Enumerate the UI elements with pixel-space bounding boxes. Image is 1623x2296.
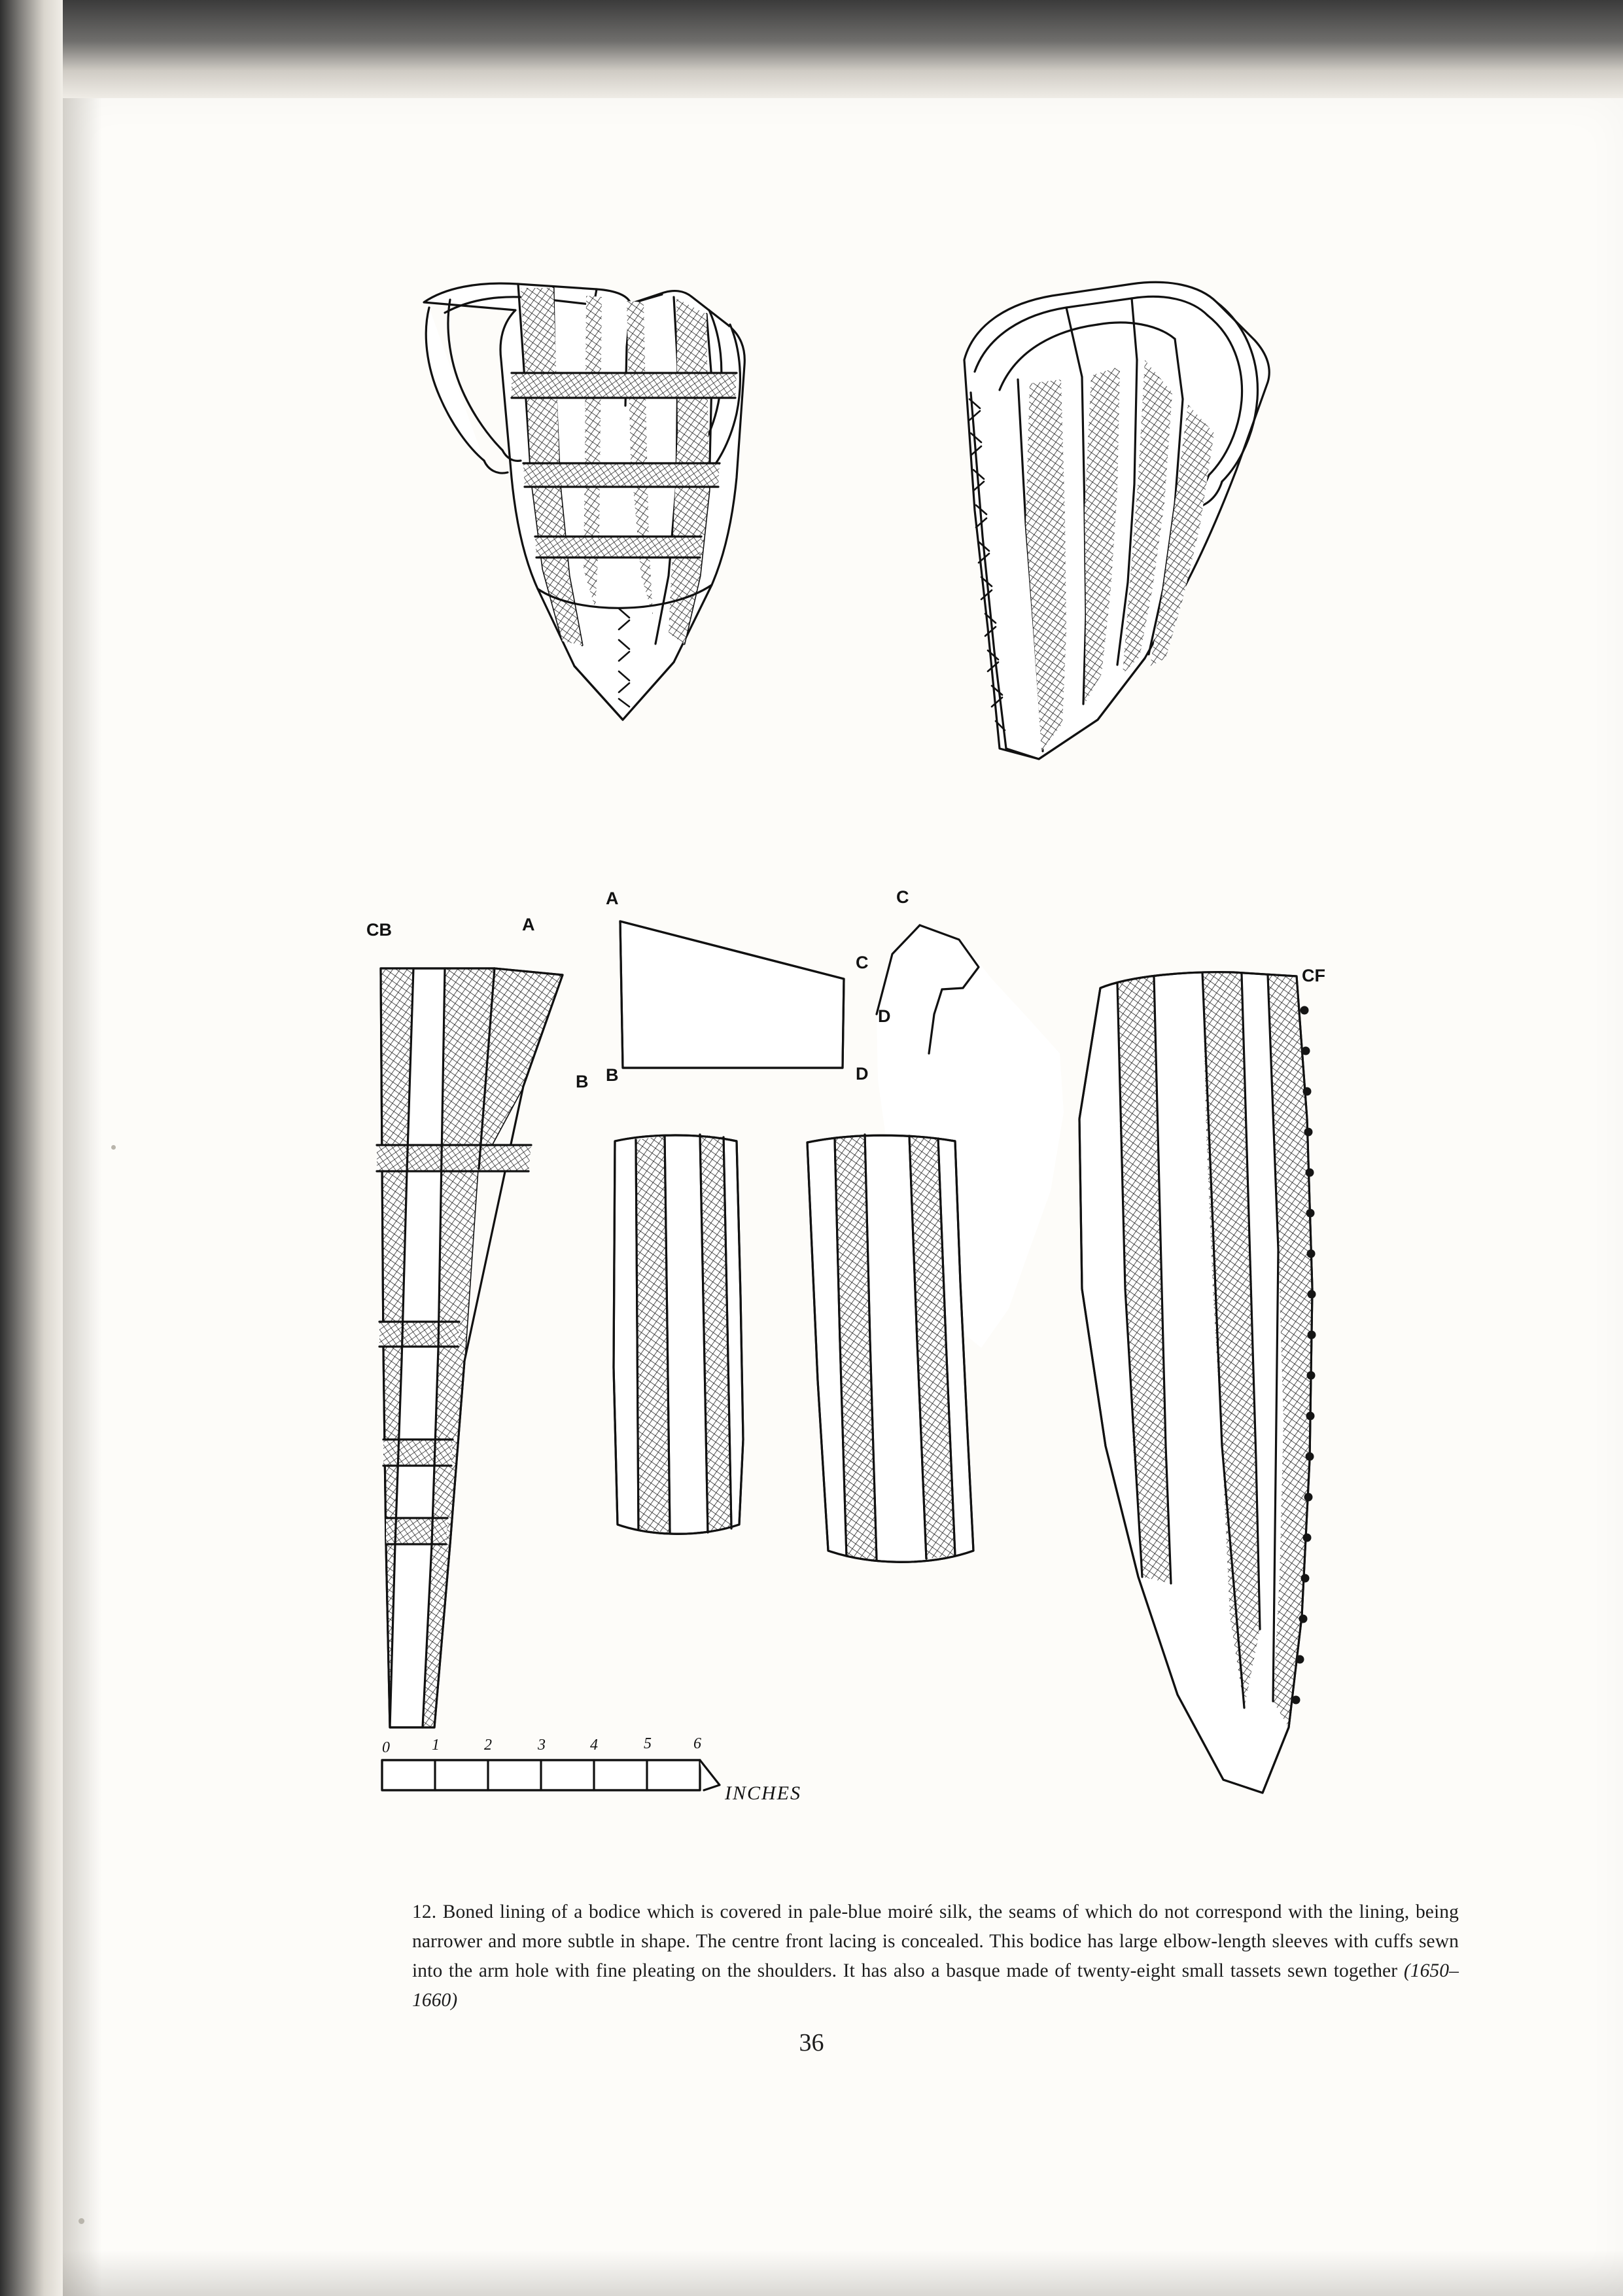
- figure-caption: [412, 1898, 1459, 2015]
- label-a-left: A: [522, 915, 535, 934]
- label-cf-right: CF: [1302, 966, 1325, 985]
- page-bottom-shadow: [63, 2250, 1623, 2296]
- scale-bar-drawing: [382, 1760, 720, 1790]
- scan-speck: [111, 1145, 116, 1150]
- scale-tick-6: 6: [693, 1735, 701, 1752]
- side-panel-1-drawing: [614, 1135, 743, 1534]
- caption-body: Boned lining of a bodice which is covered in pale-blue moiré silk, the seams of which do not correspond with the lining, being narrower and more subtle in shape. The centre front lacing is concealed. This bodice has large elbow-length sleeves with cuffs sewn into the arm hole with fine pleating on the shoulders. It has also a basque made of twenty-eight small tassets sewn together: [412, 1901, 1459, 1981]
- scale-tick-5: 5: [644, 1735, 652, 1752]
- scan-speck: [79, 2218, 84, 2224]
- front-piece-drawing: [1079, 972, 1316, 1793]
- shoulder-strap-drawing: [620, 921, 844, 1068]
- caption-date: (1650–1660): [412, 1960, 1459, 2011]
- scale-tick-3: 3: [538, 1737, 546, 1754]
- side-view-drawing: [964, 282, 1269, 759]
- label-a-top: A: [606, 889, 619, 908]
- scale-tick-4: 4: [590, 1737, 598, 1754]
- label-d-sleeve: D: [878, 1006, 891, 1026]
- scanner-edge-top: [0, 0, 1623, 98]
- label-b-bottom: B: [606, 1065, 619, 1085]
- scale-unit-label: INCHES: [725, 1782, 801, 1804]
- caption-number: 12.: [412, 1901, 437, 1922]
- page-number: 36: [799, 2029, 824, 2057]
- page-gutter-shadow: [63, 98, 102, 2296]
- figure-plate: [366, 262, 1505, 1884]
- scale-tick-2: 2: [484, 1737, 492, 1754]
- side-panel-2-drawing: [807, 1135, 973, 1562]
- label-c-right: C: [856, 953, 869, 972]
- scanner-edge-left: [0, 0, 63, 2296]
- label-b-left: B: [576, 1072, 589, 1091]
- label-c-sleeve: C: [896, 887, 909, 907]
- front-view-drawing: [424, 283, 744, 720]
- label-cb-left: CB: [366, 920, 392, 940]
- label-d-right: D: [856, 1064, 869, 1084]
- scale-tick-1: 1: [432, 1737, 440, 1754]
- back-piece-drawing: [377, 968, 563, 1727]
- scale-tick-0: 0: [382, 1739, 390, 1756]
